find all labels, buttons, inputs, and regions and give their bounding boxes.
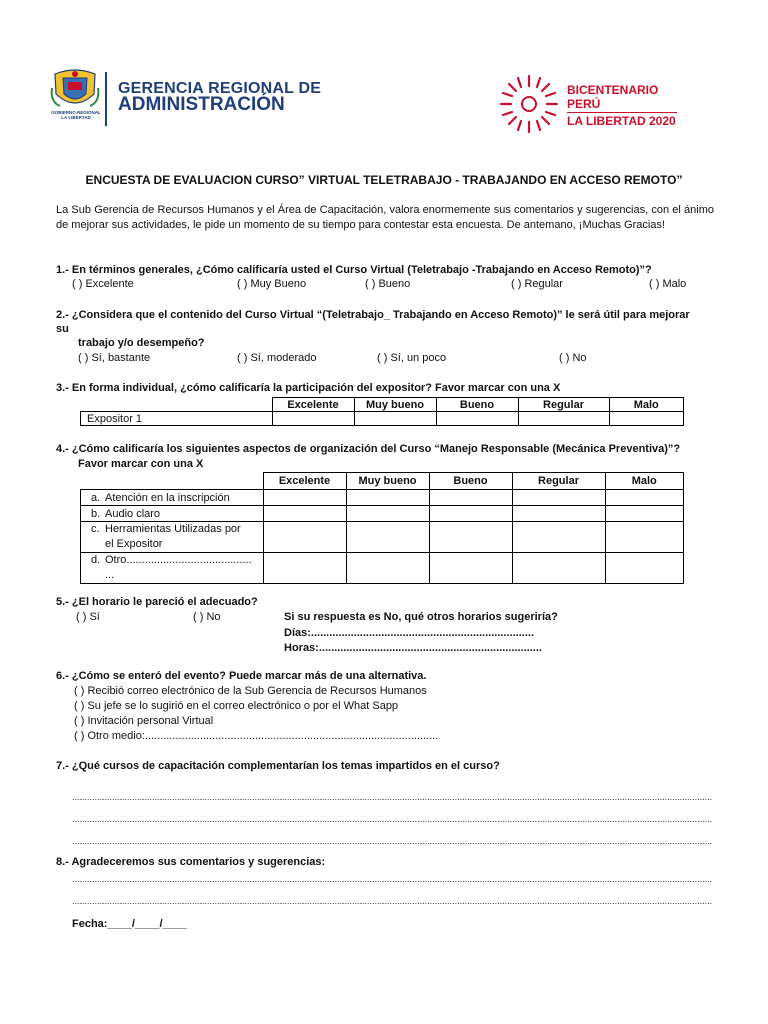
question-2-cont2: trabajo y/o desempeño? <box>78 337 205 349</box>
org-name-line1: GERENCIA REGIONAL DE <box>118 80 322 97</box>
q4-row-b-cell[interactable] <box>429 506 512 522</box>
q5-horas-field[interactable]: Horas:......................................................................... <box>284 642 542 654</box>
q3-header-malo: Malo <box>609 398 684 412</box>
bicentenario-line2: PERÚ <box>567 97 601 111</box>
q7-answer-line-3[interactable]: ................................................................................................................................................................................................................................................................ <box>72 836 712 846</box>
q4-row-a-cell[interactable] <box>263 490 346 506</box>
question-8: 8.- Agradeceremos sus comentarios y sugerencias: <box>56 856 326 868</box>
q6-option-jefe[interactable]: ( ) Su jefe se lo sugirió en el correo electrónico o por el What Sapp <box>74 700 399 712</box>
q1-option-muy-bueno[interactable]: ( ) Muy Bueno <box>237 278 307 290</box>
q4-row-d-cell[interactable] <box>429 553 512 584</box>
q4-row-a-cell[interactable] <box>429 490 512 506</box>
q4-row-c-cell[interactable] <box>512 522 605 553</box>
question-7: 7.- ¿Qué cursos de capacitación complementarían los temas impartidos en el curso? <box>56 760 500 772</box>
q5-option-no[interactable]: ( ) No <box>193 611 221 623</box>
q3-cell-muy-bueno[interactable] <box>354 412 436 426</box>
q4-row-d-cell[interactable] <box>346 553 429 584</box>
q2-option-un-poco[interactable]: ( ) Sí, un poco <box>377 352 447 364</box>
q4-row-a-cell[interactable] <box>605 490 684 506</box>
q4-row-c-cell[interactable] <box>429 522 512 553</box>
bicentenario-emblem-logo <box>497 72 561 136</box>
seal-caption: GOBIERNO REGIONAL LA LIBERTAD <box>51 110 101 120</box>
q3-cell-malo[interactable] <box>609 412 684 426</box>
question-3: 3.- En forma individual, ¿cómo calificaría la participación del expositor? Favor marcar con una X <box>56 382 561 394</box>
q4-row-a-label: a. Atención en la inscripción <box>81 490 264 506</box>
q3-header-bueno: Bueno <box>436 398 518 412</box>
q4-row-d-label: d. Otro......................................... ... <box>81 553 264 584</box>
q7-answer-line-2[interactable]: ................................................................................................................................................................................................................................................................ <box>72 814 712 824</box>
q4-row-d-cell[interactable] <box>263 553 346 584</box>
q2-option-bastante[interactable]: ( ) Sí, bastante <box>78 352 151 364</box>
q4-header-muy-bueno: Muy bueno <box>346 473 429 490</box>
q1-option-excelente[interactable]: ( ) Excelente <box>72 278 134 290</box>
q4-row-c-cell[interactable] <box>605 522 684 553</box>
q1-option-malo[interactable]: ( ) Malo <box>649 278 687 290</box>
q8-answer-line-1[interactable]: ................................................................................................................................................................................................................................................................ <box>72 874 712 884</box>
q3-cell-excelente[interactable] <box>272 412 354 426</box>
survey-intro: La Sub Gerencia de Recursos Humanos y el Área de Capacitación, valora enormemente sus comentarios y sugerencias, con el ánimo de mejorar sus actividades, le pide un momento de su tiempo para contestar esta encuesta. De antemano, ¡Muchas Gracias! <box>56 204 714 231</box>
q2-option-no[interactable]: ( ) No <box>559 352 587 364</box>
q4-row-c-cell[interactable] <box>263 522 346 553</box>
q6-option-invitacion[interactable]: ( ) Invitación personal Virtual <box>74 715 214 727</box>
q4-row-b-cell[interactable] <box>512 506 605 522</box>
q4-row-c-cell[interactable] <box>346 522 429 553</box>
q4-header-excelente: Excelente <box>263 473 346 490</box>
header-divider <box>105 72 107 126</box>
q3-header-muy-bueno: Muy bueno <box>354 398 436 412</box>
q4-row-c-label: c. Herramientas Utilizadas por el Expositor <box>81 522 264 553</box>
q4-row-b-cell[interactable] <box>346 506 429 522</box>
survey-title: ENCUESTA DE EVALUACION CURSO” VIRTUAL TELETRABAJO - TRABAJANDO EN ACCESO REMOTO” <box>85 173 683 187</box>
q6-option-otro[interactable]: ( ) Otro medio:................................................................................................ <box>74 730 439 742</box>
regional-seal-logo <box>50 68 100 112</box>
q4-row-a-cell[interactable] <box>512 490 605 506</box>
q3-row-label: Expositor 1 <box>81 412 273 426</box>
q6-option-correo-rrhh[interactable]: ( ) Recibió correo electrónico de la Sub Gerencia de Recursos Humanos <box>74 685 427 697</box>
question-6: 6.- ¿Cómo se enteró del evento? Puede marcar más de una alternativa. <box>56 670 427 682</box>
question-2-cont: su <box>56 323 69 335</box>
q4-rating-table <box>80 472 684 584</box>
q5-option-si[interactable]: ( ) Sí <box>76 611 100 623</box>
q4-row-b-cell[interactable] <box>605 506 684 522</box>
question-4: 4.- ¿Cómo calificaría los siguientes aspectos de organización del Curso “Manejo Responsable (Mecánica Preventiva)”? <box>56 443 681 455</box>
bicentenario-line3: LA LIBERTAD 2020 <box>567 114 676 128</box>
q3-cell-regular[interactable] <box>518 412 609 426</box>
q4-row-d-cell[interactable] <box>605 553 684 584</box>
q2-option-moderado[interactable]: ( ) Sí, moderado <box>237 352 317 364</box>
fecha-field[interactable]: Fecha:____/____/____ <box>72 918 187 930</box>
org-name-line2: ADMINISTRACIÓN <box>118 94 285 115</box>
q1-option-bueno[interactable]: ( ) Bueno <box>365 278 411 290</box>
q4-row-d-cell[interactable] <box>512 553 605 584</box>
question-2: 2.- ¿Considera que el contenido del Curso Virtual “(Teletrabajo_ Trabajando en Acceso Remoto)” le será útil para mejorar <box>56 309 690 321</box>
bicentenario-line1: BICENTENARIO <box>567 83 659 97</box>
q7-answer-line-1[interactable]: ................................................................................................................................................................................................................................................................ <box>72 792 712 802</box>
q4-row-a-cell[interactable] <box>346 490 429 506</box>
question-4-cont: Favor marcar con una X <box>78 458 204 470</box>
q4-header-bueno: Bueno <box>429 473 512 490</box>
q5-dias-field[interactable]: Días:......................................................................... <box>284 627 534 639</box>
q4-row-b-label: b. Audio claro <box>81 506 264 522</box>
q1-option-regular[interactable]: ( ) Regular <box>511 278 563 290</box>
q8-answer-line-2[interactable]: ................................................................................................................................................................................................................................................................ <box>72 896 712 906</box>
q5-followup: Si su respuesta es No, qué otros horarios sugeriría? <box>284 611 558 623</box>
q3-rating-table <box>80 397 684 426</box>
q3-header-regular: Regular <box>518 398 609 412</box>
q3-cell-bueno[interactable] <box>436 412 518 426</box>
q4-header-malo: Malo <box>605 473 684 490</box>
question-5: 5.- ¿El horario le pareció el adecuado? <box>56 596 258 608</box>
q4-row-b-cell[interactable] <box>263 506 346 522</box>
q4-header-regular: Regular <box>512 473 605 490</box>
question-1: 1.- En términos generales, ¿Cómo calificaría usted el Curso Virtual (Teletrabajo -Trabajando en Acceso Remoto)”? <box>56 264 652 276</box>
q3-header-excelente: Excelente <box>272 398 354 412</box>
